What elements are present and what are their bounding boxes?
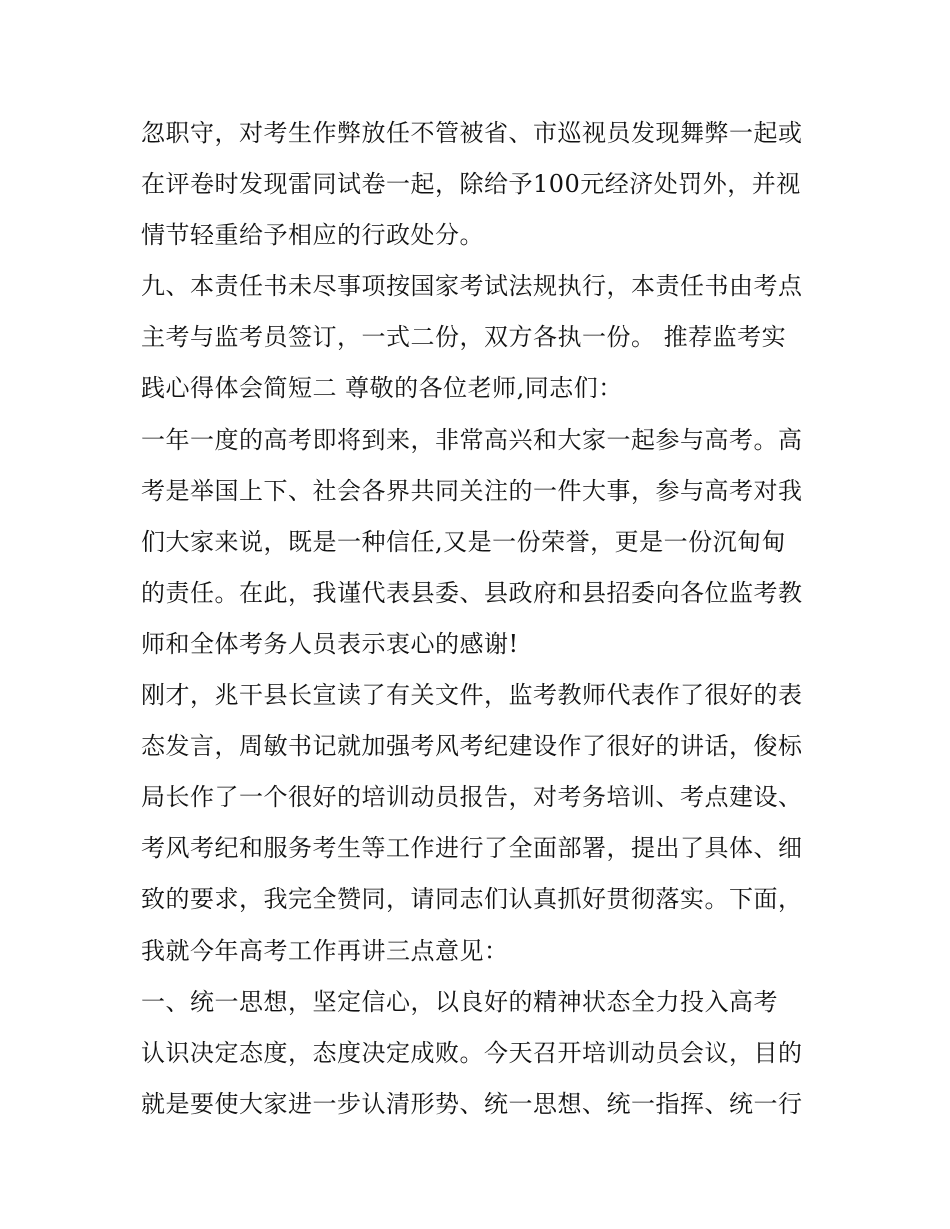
text-line: 九、本责任书未尽事项按国家考试法规执行，本责任书由考点 xyxy=(141,272,803,301)
text-line: 一年一度的高考即将到来，非常高兴和大家一起参与高考。高 xyxy=(141,425,803,454)
text-line: 一、统一思想，坚定信心，以良好的精神状态全力投入高考 xyxy=(141,987,778,1016)
text-line: 刚才，兆干县长宣读了有关文件，监考教师代表作了很好的表 xyxy=(141,681,803,710)
text-line: 考风考纪和服务考生等工作进行了全面部署，提出了具体、细 xyxy=(141,834,803,863)
text-line: 情节轻重给予相应的行政处分。 xyxy=(141,221,484,250)
text-line: 局长作了一个很好的培训动员报告，对考务培训、考点建设、 xyxy=(141,783,803,812)
text-line: 践心得体会简短二 尊敬的各位老师,同志们： xyxy=(141,374,623,403)
text-line: 我就今年高考工作再讲三点意见： xyxy=(141,936,509,965)
text-line: 忽职守，对考生作弊放任不管被省、市巡视员发现舞弊一起或 xyxy=(141,119,803,147)
text-line: 的责任。在此，我谨代表县委、县政府和县招委向各位监考教 xyxy=(141,578,803,607)
text-line: 考是举国上下、社会各界共同关注的一件大事，参与高考对我 xyxy=(141,476,803,505)
text-line: 主考与监考员签订，一式二份，双方各执一份。 推荐监考实 xyxy=(141,323,787,352)
text-line: 们大家来说，既是一种信任,又是一份荣誉，更是一份沉甸甸 xyxy=(141,527,787,556)
text-line: 认识决定态度，态度决定成败。今天召开培训动员会议，目的 xyxy=(141,1038,803,1067)
document-body xyxy=(141,108,821,1130)
text-line: 致的要求，我完全赞同，请同志们认真抓好贯彻落实。下面， xyxy=(141,885,803,914)
text-line: 在评卷时发现雷同试卷一起，除给予100元经济处罚外，并视 xyxy=(141,170,801,199)
text-line: 就是要使大家进一步认清形势、统一思想、统一指挥、统一行 xyxy=(141,1089,803,1118)
text-line: 师和全体考务人员表示衷心的感谢! xyxy=(141,629,519,658)
text-line: 态发言，周敏书记就加强考风考纪建设作了很好的讲话，俊标 xyxy=(141,732,803,761)
